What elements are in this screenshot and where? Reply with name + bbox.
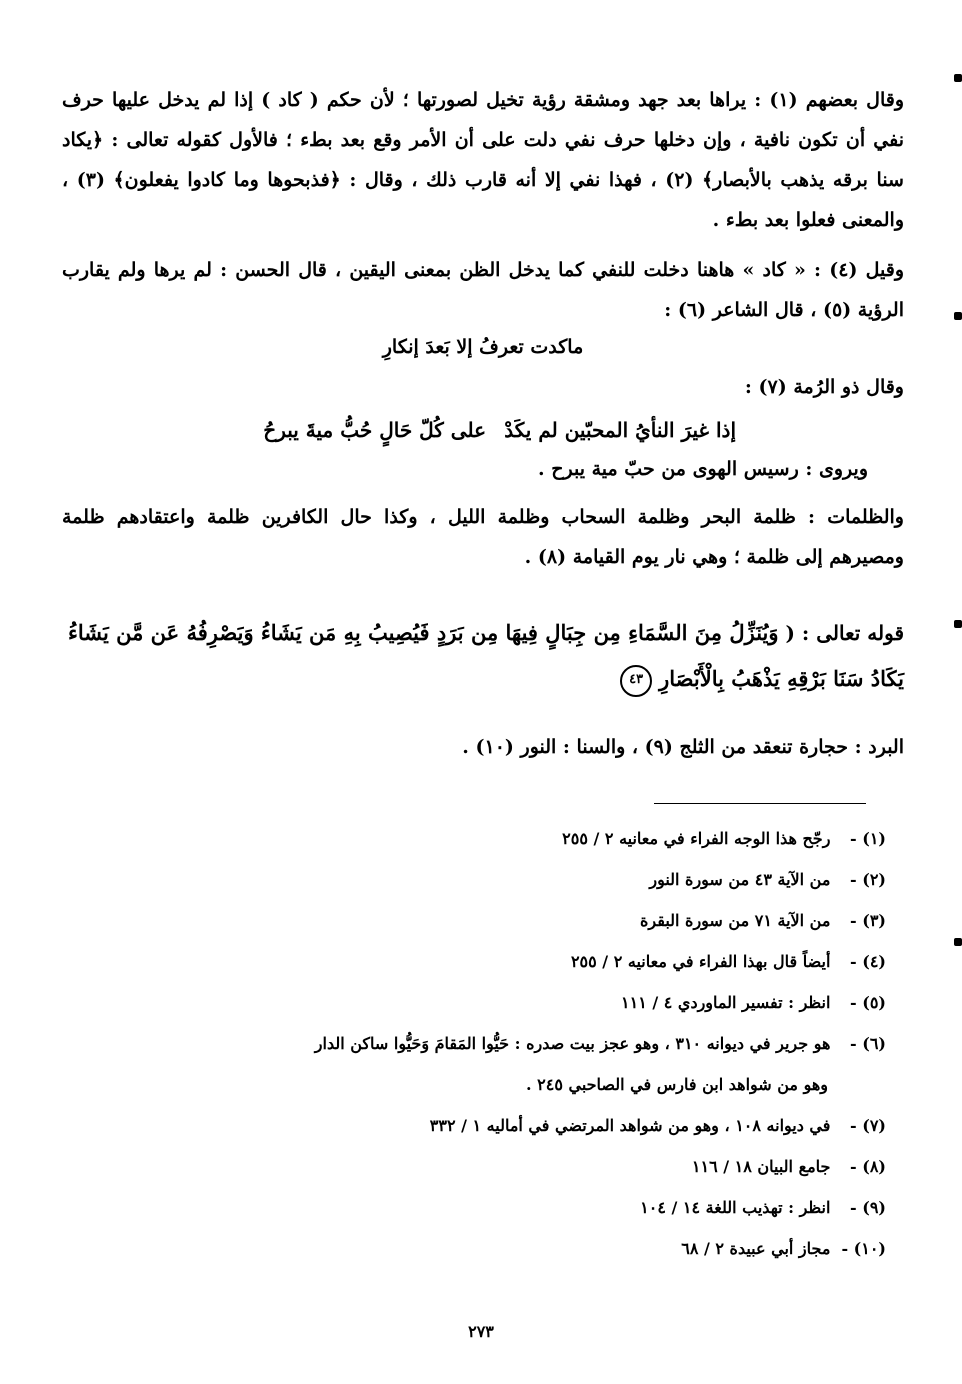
footnotes-list [166,818,886,1269]
quran-verse-block [62,610,904,702]
footnote-item: (٤) - أيضاً قال بهذا الفراء في معانيه ٢ / ٢٥٥ [570,952,886,971]
footnote-item: (٣) - من الآية ٧١ من سورة البقرة [640,911,886,930]
quran-lead: قوله تعالى : ( [785,621,904,645]
poem-hemistich-first: إذا غيرَ النأيُ المحبّين لم يكَدْ [504,418,736,442]
footnote-divider [654,803,866,804]
margin-mark [954,620,962,628]
margin-mark [954,74,962,82]
definition-barad: البرد : حجارة تنعقد من الثلج (٩) ، والسنا : النور (١٠) . [462,736,904,758]
ayah-number-icon: ٤٣ [620,665,652,697]
footnote-item: (٧) - في ديوانه ١٠٨ ، وهو من شواهد المرتضي في أماليه ١ / ٣٣٢ [429,1116,886,1135]
footnote-item: (١) - رجّح هذا الوجه الفراء في معانيه ٢ / ٢٥٥ [562,829,886,848]
footnote-item: (٦) - هو جرير في ديوانه ٣١٠ ، وهو عجز بيت صدره : حَيُّوا المَقامَ وَحَيُّوا ساكن الدار [314,1034,886,1053]
paragraph-zulumat: والظلمات : ظلمة البحر وظلمة السحاب وظلمة الليل ، وكذا حال الكافرين ظلمة واعتقادهم ظلمة ومصيرهم إلى ظلمة ؛ وهي نار يوم القيامة (٨) . [62,506,904,568]
margin-mark [954,312,962,320]
page-number: ٢٧٣ [468,1322,494,1341]
poem-hemistich-second: على كُلّ حَالٍ حُبُّ ميةَ يبرحُ [263,418,486,442]
footnote-continuation: وهو من شواهد ابن فارس في الصاحبي ٢٤٥ . [525,1075,828,1094]
footnote-item: (٩) - انظر : تهذيب اللغة ١٤ / ١٠٤ [640,1198,886,1217]
margin-mark [954,938,962,946]
poet-intro: وقال ذو الرُمة (٧) : [744,376,904,398]
quran-text: وَيُنَزِّلُ مِنَ السَّمَاءِ مِن جِبَالٍ فِيهَا مِن بَرَدٍ فَيُصِيبُ بِهِ مَن يَشَاءُ وَيَصْرِفُهُ عَن مَّن يَشَاءُ يَكَادُ سَنَا بَرْقِهِ يَذْهَبُ بِالْأَبْصَارِ [67,620,904,691]
variant-reading: ويروى : رسيس الهوى من حبّ مية يبرح . [537,458,868,480]
paragraph-qila: وقيل (٤) : « كاد » هاهنا دخلت للنفي كما يدخل الظن بمعنى اليقين ، قال الحسن : لم يرها ولم يقارب الرؤية (٥) ، قال الشاعر (٦) : [62,259,904,321]
footnote-item: (٥) - انظر : تفسير الماوردي ٤ / ١١١ [621,993,886,1012]
footnote-item: (٨) - جامع البيان ١٨ / ١١٦ [691,1157,886,1176]
poem-verse: ماكدت تعرفُ إلا بَعدَ إنكارِ [382,336,584,358]
footnote-item: (١٠) - مجاز أبي عبيدة ٢ / ٦٨ [681,1239,886,1258]
paragraph-kada: وقال بعضهم (١) : يراها بعد جهد ومشقة رؤية تخيل لصورتها ؛ لأن حكم ( كاد ) إذا لم يدخل عليها حرف نفي أن تكون نافية ، وإن دخلها حرف نفي دلت على أن الأمر وقع بعد بطء ؛ فالأول كقوله تعالى : ﴿يكاد سنا برقه يذهب بالأبصار﴾ (٢) ، فهذا نفي إلا أنه قارب ذلك ، وقال : ﴿فذبحوها وما كادوا يفعلون﴾ (٣) ، والمعنى فعلوا بعد بطء . [62,89,905,231]
footnote-item: (٢) - من الآية ٤٣ من سورة النور [649,870,886,889]
